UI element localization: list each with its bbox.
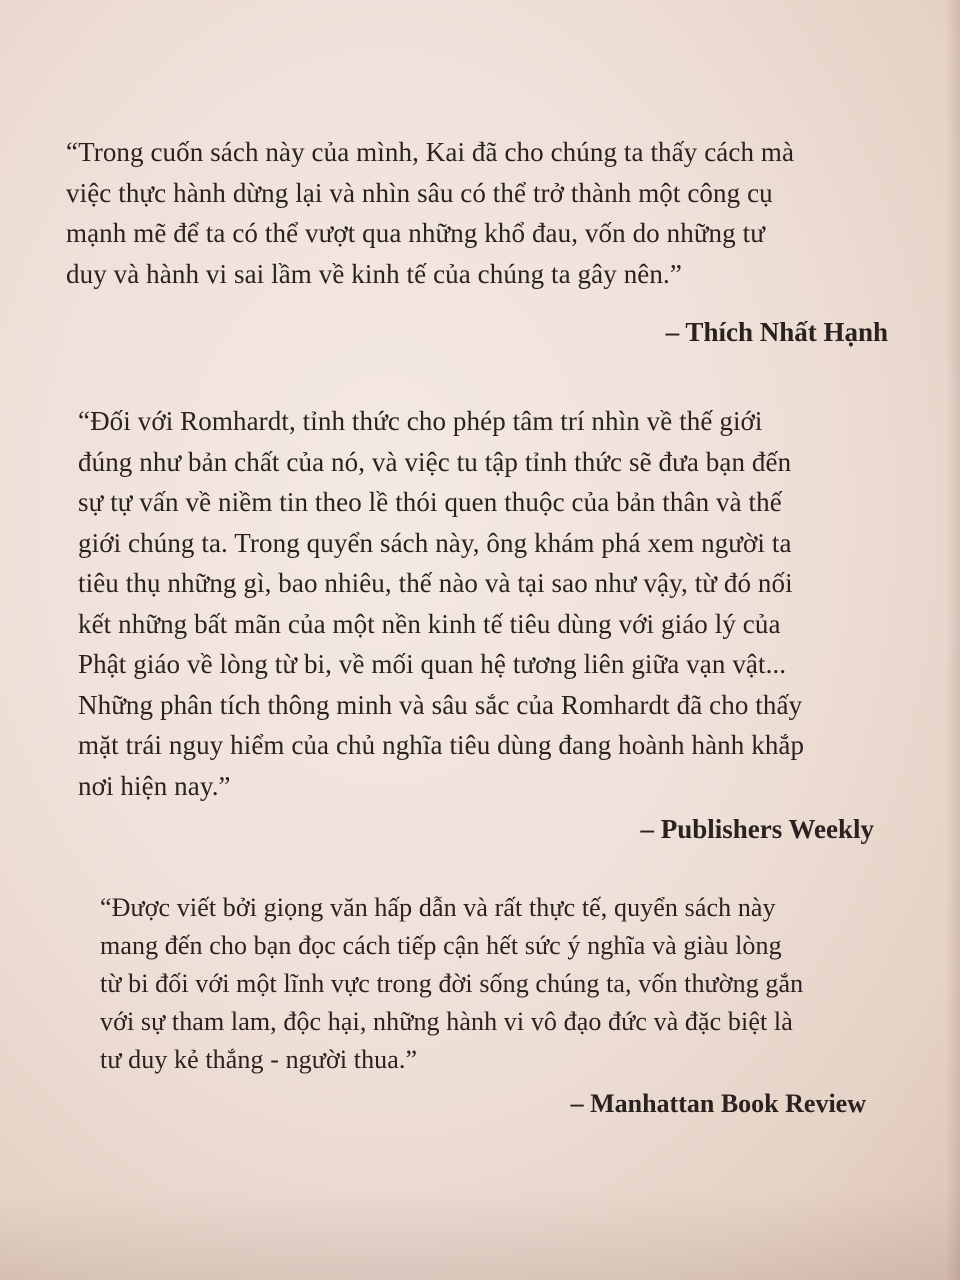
- quote-line: mặt trái nguy hiểm của chủ nghĩa tiêu dùng đang hoành hành khắp: [78, 730, 805, 760]
- quote-line: mang đến cho bạn đọc cách tiếp cận hết sức ý nghĩa và giàu lòng: [100, 931, 782, 960]
- quote-line: tư duy kẻ thắng - người thua.”: [100, 1045, 418, 1074]
- quote-line: duy và hành vi sai lầm về kinh tế của chúng ta gây nên.”: [66, 258, 682, 289]
- attribution-thich-nhat-hanh: – Thích Nhất Hạnh: [665, 317, 888, 347]
- attribution-publishers-weekly: – Publishers Weekly: [640, 814, 874, 844]
- attribution-manhattan-book-review: – Manhattan Book Review: [570, 1089, 866, 1118]
- quote-line: với sự tham lam, độc hại, những hành vi vô đạo đức và đặc biệt là: [100, 1007, 793, 1036]
- quote-line: từ bi đối với một lĩnh vực trong đời sống chúng ta, vốn thường gắn: [100, 969, 804, 998]
- quote-line: mạnh mẽ để ta có thể vượt qua những khổ đau, vốn do những tư: [66, 218, 765, 248]
- quote-line: kết những bất mãn của một nền kinh tế tiêu dùng với giáo lý của: [78, 608, 781, 639]
- quote-line: “Trong cuốn sách này của mình, Kai đã cho chúng ta thấy cách mà: [66, 137, 795, 167]
- quote-publishers-weekly: [78, 401, 804, 806]
- quote-line: sự tự vấn về niềm tin theo lề thói quen thuộc của bản thân và thế: [78, 487, 782, 517]
- quote-manhattan-book-review: [100, 889, 803, 1079]
- quote-thich-nhat-hanh: [66, 132, 794, 294]
- page-edge-shadow: [946, 0, 960, 1280]
- quote-line: “Đối với Romhardt, tỉnh thức cho phép tâm trí nhìn về thế giới: [78, 406, 763, 436]
- quote-line: nơi hiện nay.”: [78, 770, 231, 801]
- quote-line: Phật giáo về lòng từ bi, về mối quan hệ tương liên giữa vạn vật...: [78, 649, 787, 679]
- page-bottom-shadow: [0, 1190, 960, 1280]
- quote-line: “Được viết bởi giọng văn hấp dẫn và rất thực tế, quyển sách này: [100, 893, 776, 922]
- quote-line: tiêu thụ những gì, bao nhiêu, thế nào và tại sao như vậy, từ đó nối: [78, 568, 793, 598]
- quote-line: Những phân tích thông minh và sâu sắc của Romhardt đã cho thấy: [78, 689, 803, 720]
- quote-line: giới chúng ta. Trong quyển sách này, ông khám phá xem người ta: [78, 527, 792, 558]
- quote-line: đúng như bản chất của nó, và việc tu tập tỉnh thức sẽ đưa bạn đến: [78, 446, 792, 477]
- quote-line: việc thực hành dừng lại và nhìn sâu có thể trở thành một công cụ: [66, 177, 773, 208]
